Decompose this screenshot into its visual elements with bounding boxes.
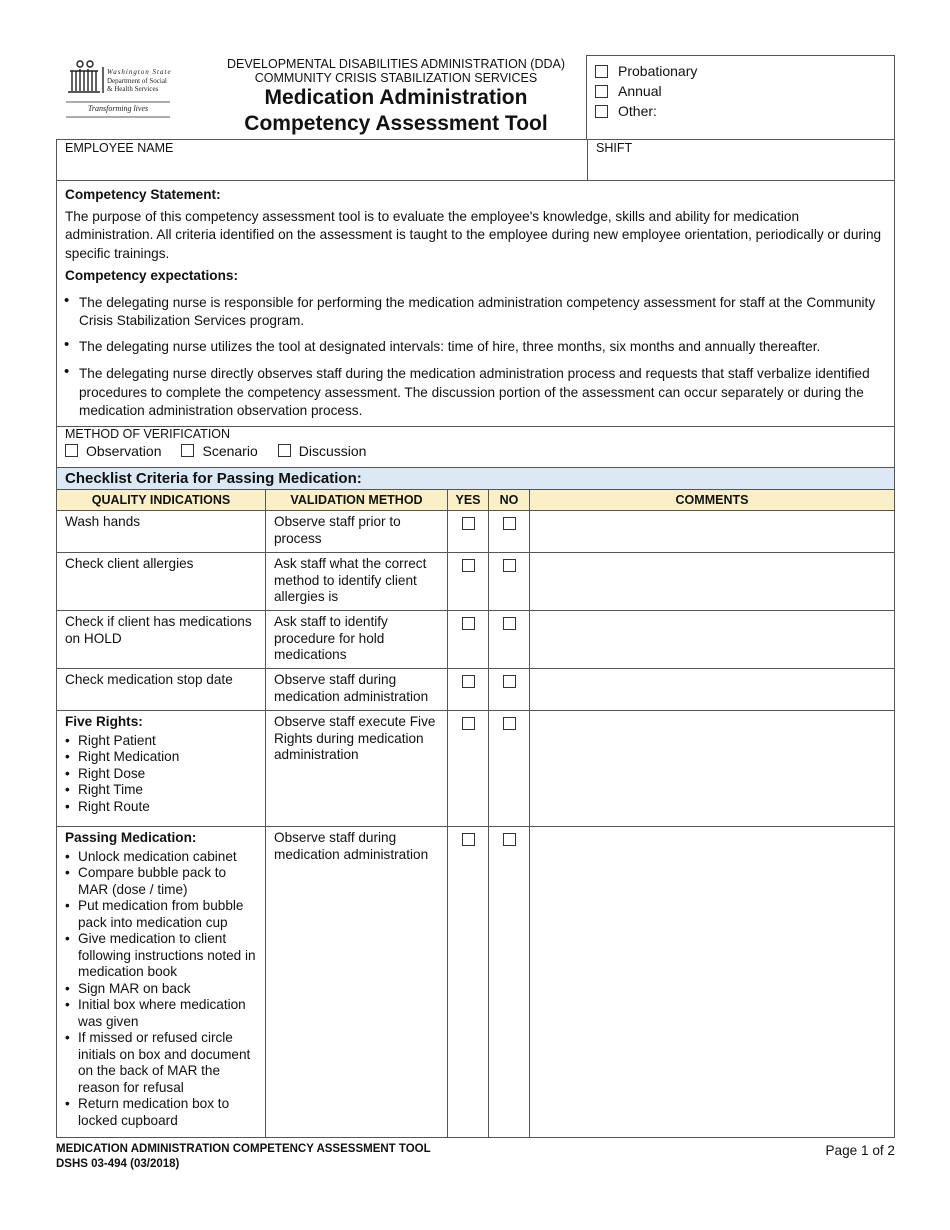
- no-checkbox[interactable]: [503, 675, 516, 688]
- method-cell: Observe staff prior to process: [266, 511, 448, 553]
- verification-label: METHOD OF VERIFICATION: [65, 426, 231, 441]
- yes-checkbox[interactable]: [462, 833, 475, 846]
- comments-cell[interactable]: [530, 711, 895, 827]
- review-type-probationary[interactable]: Probationary: [595, 61, 886, 81]
- table-row: [57, 669, 895, 711]
- program-name: COMMUNITY CRISIS STABILIZATION SERVICES: [254, 71, 538, 85]
- checkbox-icon[interactable]: [595, 65, 608, 78]
- method-cell: Observe staff during medication administration: [266, 669, 448, 711]
- no-checkbox[interactable]: [503, 617, 516, 630]
- checklist-title: Checklist Criteria for Passing Medication:: [56, 467, 895, 489]
- review-type-other[interactable]: Other:: [595, 101, 886, 121]
- comments-cell[interactable]: [530, 611, 895, 669]
- quality-cell: Check medication stop date: [57, 669, 266, 711]
- comments-cell[interactable]: [530, 511, 895, 553]
- col-no: NO: [489, 489, 530, 511]
- table-row: [57, 611, 895, 669]
- five-rights-heading: Five Rights:: [65, 714, 143, 729]
- footer-form-title: MEDICATION ADMINISTRATION COMPETENCY ASSESSMENT TOOL: [56, 1143, 431, 1155]
- checkbox-icon[interactable]: [595, 105, 608, 118]
- shift-field[interactable]: SHIFT: [596, 141, 633, 155]
- yes-checkbox[interactable]: [462, 717, 475, 730]
- form-page: [56, 55, 895, 1138]
- logo-state: Washington State: [107, 68, 172, 76]
- dshs-logo: [56, 55, 206, 139]
- table-row: [57, 711, 895, 827]
- discussion-checkbox[interactable]: [278, 444, 291, 457]
- expectation-item: • The delegating nurse directly observes staff during the medication administration process and requests that staff verbalize identified procedures to complete the competency assessment. The discussion portion of the assessment can occur separately or during the medication administration observation process.: [65, 365, 886, 421]
- quality-cell: Check if client has medications on HOLD: [57, 611, 266, 669]
- verification-options: Observation Scenario Discussion: [65, 443, 886, 459]
- yes-checkbox[interactable]: [462, 517, 475, 530]
- agency-name: DEVELOPMENTAL DISABILITIES ADMINISTRATION (DDA): [226, 57, 566, 71]
- quality-cell: Wash hands: [57, 511, 266, 553]
- statement-text: The purpose of this competency assessment tool is to evaluate the employee's knowledge, skills and ability for medication administration. All criteria identified on the assessment is taught to the employee during new employee orientation, periodically or during specific trainings.: [65, 208, 882, 261]
- yes-checkbox[interactable]: [462, 617, 475, 630]
- list-item: • Sign MAR on back: [65, 981, 257, 998]
- scenario-checkbox[interactable]: [181, 444, 194, 457]
- yes-checkbox[interactable]: [462, 559, 475, 572]
- list-item: • Give medication to client following instructions noted in medication book: [65, 931, 257, 981]
- page-number: Page 1 of 2: [825, 1143, 895, 1158]
- list-item: • Initial box where medication was given: [65, 997, 257, 1030]
- table-row: [57, 827, 895, 1138]
- expectation-item: • The delegating nurse is responsible for performing the medication administration competency assessment for staff at the Community Crisis Stabilization Services program.: [65, 294, 886, 331]
- col-quality: QUALITY INDICATIONS: [57, 489, 266, 511]
- table-row: [57, 553, 895, 611]
- table-row: [57, 511, 895, 553]
- list-item: • Return medication box to locked cupboard: [65, 1096, 257, 1129]
- competency-statement: [56, 180, 895, 426]
- no-checkbox[interactable]: [503, 517, 516, 530]
- comments-cell[interactable]: [530, 669, 895, 711]
- col-validation: VALIDATION METHOD: [266, 489, 448, 511]
- review-type-box: [586, 55, 895, 139]
- quality-cell: [57, 711, 266, 827]
- no-checkbox[interactable]: [503, 833, 516, 846]
- form-footer: [56, 1142, 895, 1172]
- method-cell: Observe staff during medication administration: [266, 827, 448, 1138]
- form-header: [56, 55, 895, 139]
- expectation-item: • The delegating nurse utilizes the tool at designated intervals: time of hire, three months, six months and annually thereafter.: [65, 338, 886, 357]
- no-checkbox[interactable]: [503, 717, 516, 730]
- expectations-list: [65, 294, 886, 421]
- yes-checkbox[interactable]: [462, 675, 475, 688]
- method-cell: Ask staff to identify procedure for hold medications: [266, 611, 448, 669]
- checklist-header-row: [57, 489, 895, 511]
- list-item: • Unlock medication cabinet: [65, 849, 257, 866]
- employee-name-field[interactable]: EMPLOYEE NAME: [57, 140, 588, 180]
- list-item: • Right Dose: [65, 766, 257, 783]
- form-title-line2: Competency Assessment Tool: [244, 112, 548, 135]
- verification-method: [56, 426, 895, 467]
- list-item: • Compare bubble pack to MAR (dose / time): [65, 865, 257, 898]
- no-checkbox[interactable]: [503, 559, 516, 572]
- expectations-heading: Competency expectations:: [65, 268, 238, 283]
- checkbox-icon[interactable]: [595, 85, 608, 98]
- passing-medication-heading: Passing Medication:: [65, 830, 197, 845]
- title-block: [206, 55, 586, 139]
- logo-dept-2: & Health Services: [107, 85, 159, 93]
- five-rights-list: [65, 733, 257, 816]
- col-comments: COMMENTS: [530, 489, 895, 511]
- list-item: • Put medication from bubble pack into medication cup: [65, 898, 257, 931]
- review-type-annual[interactable]: Annual: [595, 81, 886, 101]
- employee-row: [56, 139, 895, 180]
- list-item: • Right Route: [65, 799, 257, 816]
- checklist-table: [56, 489, 895, 1139]
- passing-medication-list: [65, 849, 257, 1130]
- quality-cell: Check client allergies: [57, 553, 266, 611]
- list-item: • Right Medication: [65, 749, 257, 766]
- form-title-line1: Medication Administration: [264, 86, 528, 109]
- observation-checkbox[interactable]: [65, 444, 78, 457]
- comments-cell[interactable]: [530, 553, 895, 611]
- method-cell: Observe staff execute Five Rights during medication administration: [266, 711, 448, 827]
- list-item: • If missed or refused circle initials on box and document on the back of MAR the reason for refusal: [65, 1030, 257, 1096]
- col-yes: YES: [448, 489, 489, 511]
- quality-cell: [57, 827, 266, 1138]
- statement-heading: Competency Statement:: [65, 187, 221, 202]
- logo-dept: Department of Social: [107, 76, 167, 85]
- method-cell: Ask staff what the correct method to identify client allergies is: [266, 553, 448, 611]
- footer-form-number: DSHS 03-494 (03/2018): [56, 1158, 180, 1170]
- comments-cell[interactable]: [530, 827, 895, 1138]
- logo-tagline: Transforming lives: [87, 104, 149, 113]
- list-item: • Right Time: [65, 782, 257, 799]
- list-item: • Right Patient: [65, 733, 257, 750]
